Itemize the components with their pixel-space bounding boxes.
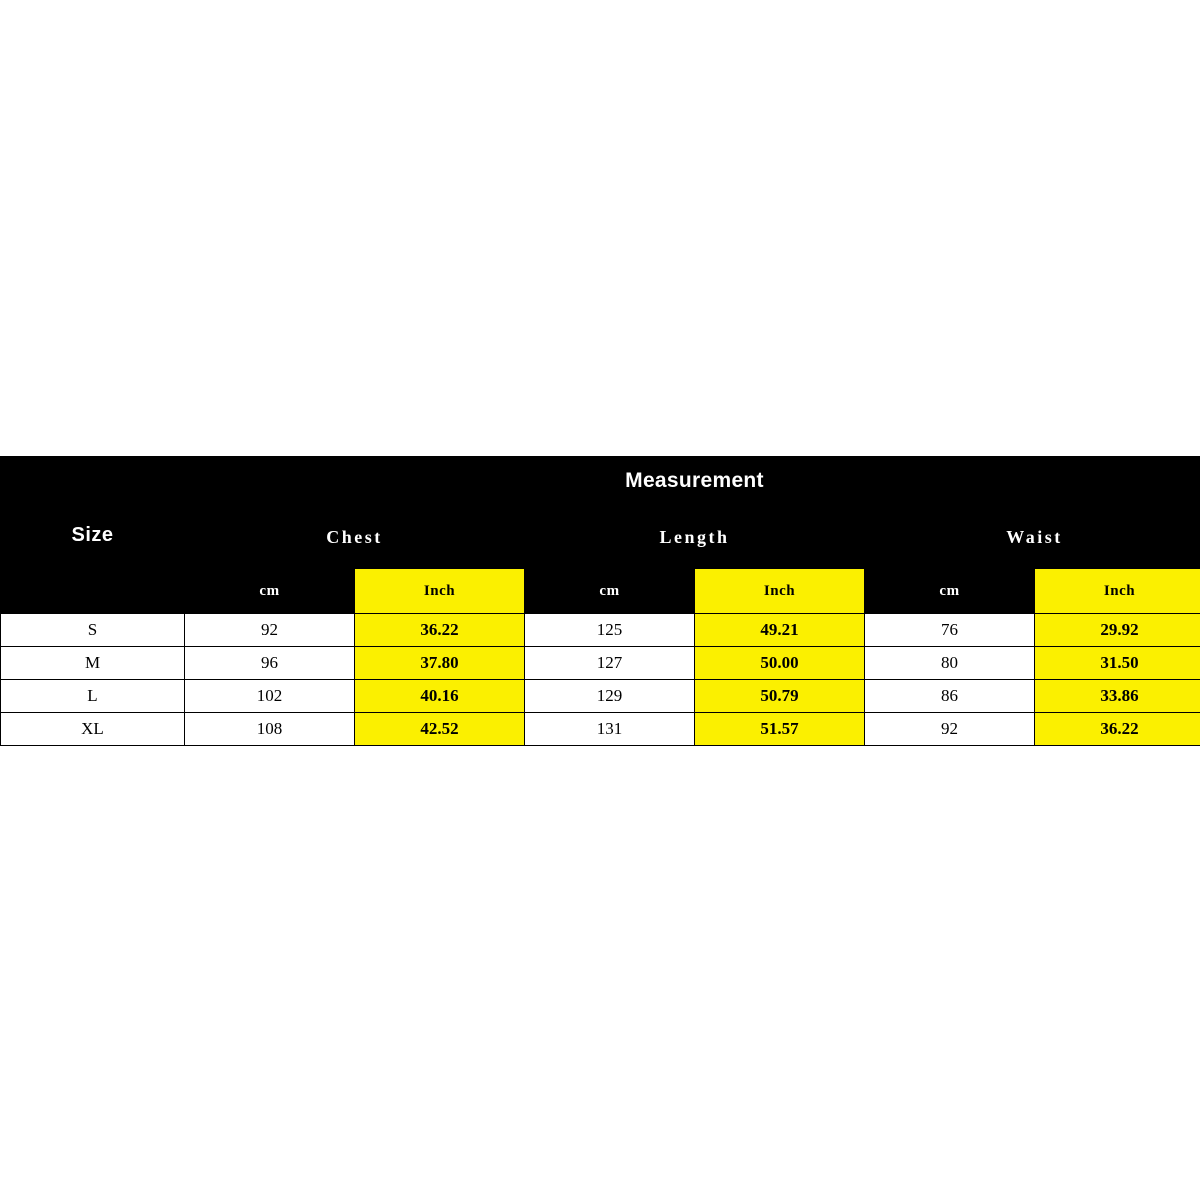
size-chart-container bbox=[0, 456, 1200, 746]
cell-chest-cm: 102 bbox=[185, 680, 355, 713]
cell-chest-inch: 36.22 bbox=[355, 614, 525, 647]
header-group-length: Length bbox=[525, 506, 865, 569]
cell-waist-cm: 86 bbox=[865, 680, 1035, 713]
cell-size: M bbox=[1, 647, 185, 680]
cell-waist-cm: 92 bbox=[865, 713, 1035, 746]
cell-length-inch: 51.57 bbox=[695, 713, 865, 746]
cell-waist-cm: 80 bbox=[865, 647, 1035, 680]
table-row bbox=[1, 680, 1200, 713]
table-body bbox=[1, 614, 1200, 746]
header-unit-waist-inch: Inch bbox=[1035, 569, 1200, 614]
cell-chest-inch: 37.80 bbox=[355, 647, 525, 680]
cell-length-cm: 125 bbox=[525, 614, 695, 647]
header-unit-length-cm: cm bbox=[525, 569, 695, 614]
header-unit-chest-inch: Inch bbox=[355, 569, 525, 614]
table-header bbox=[1, 457, 1200, 614]
header-group-chest: Chest bbox=[185, 506, 525, 569]
table-row bbox=[1, 614, 1200, 647]
header-measurement: Measurement bbox=[185, 457, 1200, 506]
header-unit-waist-cm: cm bbox=[865, 569, 1035, 614]
cell-size: L bbox=[1, 680, 185, 713]
cell-length-cm: 129 bbox=[525, 680, 695, 713]
cell-length-inch: 50.79 bbox=[695, 680, 865, 713]
cell-waist-inch: 29.92 bbox=[1035, 614, 1200, 647]
cell-chest-inch: 42.52 bbox=[355, 713, 525, 746]
cell-length-inch: 49.21 bbox=[695, 614, 865, 647]
cell-waist-inch: 36.22 bbox=[1035, 713, 1200, 746]
header-unit-chest-cm: cm bbox=[185, 569, 355, 614]
cell-length-cm: 131 bbox=[525, 713, 695, 746]
size-chart-table bbox=[0, 456, 1200, 746]
cell-size: XL bbox=[1, 713, 185, 746]
header-row-title bbox=[1, 457, 1200, 506]
header-group-waist: Waist bbox=[865, 506, 1200, 569]
table-row bbox=[1, 713, 1200, 746]
cell-waist-inch: 33.86 bbox=[1035, 680, 1200, 713]
cell-waist-inch: 31.50 bbox=[1035, 647, 1200, 680]
header-size: Size bbox=[1, 457, 185, 614]
cell-size: S bbox=[1, 614, 185, 647]
table-row bbox=[1, 647, 1200, 680]
cell-waist-cm: 76 bbox=[865, 614, 1035, 647]
cell-length-cm: 127 bbox=[525, 647, 695, 680]
cell-chest-cm: 96 bbox=[185, 647, 355, 680]
header-unit-length-inch: Inch bbox=[695, 569, 865, 614]
cell-chest-cm: 92 bbox=[185, 614, 355, 647]
cell-chest-cm: 108 bbox=[185, 713, 355, 746]
cell-chest-inch: 40.16 bbox=[355, 680, 525, 713]
cell-length-inch: 50.00 bbox=[695, 647, 865, 680]
